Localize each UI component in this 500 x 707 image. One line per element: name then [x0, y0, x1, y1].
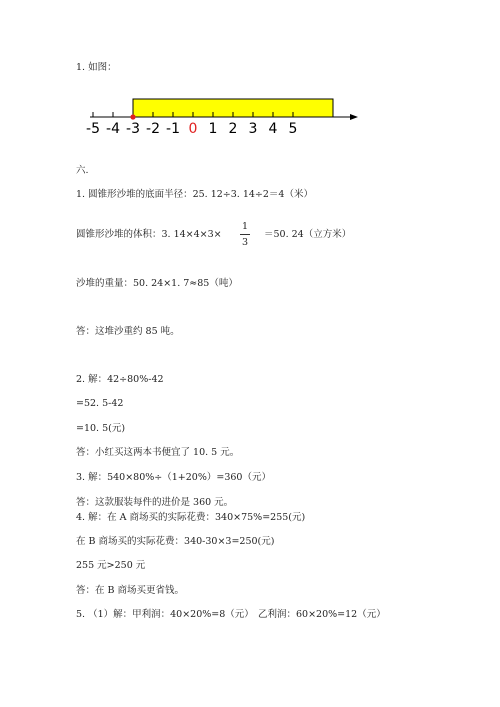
fraction-bar — [240, 234, 250, 235]
number-line-tick-label: 4 — [268, 121, 278, 137]
number-line-tick-label: 2 — [228, 121, 238, 137]
q2-step-1: 2. 解：42÷80%-42 — [76, 374, 164, 385]
number-line-tick-label: 3 — [248, 121, 258, 137]
number-line-tick-label: -4 — [106, 121, 120, 137]
q1-radius-line: 1. 圆锥形沙堆的底面半径：25. 12÷3. 14÷2＝4（米） — [76, 189, 313, 200]
number-line-arrow — [350, 114, 358, 120]
q3-answer-line: 答：这款服装每件的进价是 360 元。 — [76, 497, 234, 508]
q1-answer-line: 答：这堆沙重约 85 吨。 — [76, 326, 180, 337]
number-line-tick-label: -1 — [166, 121, 180, 137]
number-line-tick-label: -2 — [146, 121, 160, 137]
q3-step-1: 3. 解：540×80%÷（1+20%）=360（元） — [76, 472, 271, 483]
q5-profit-a: 5. （1）解：甲利润：40×20%=8（元） — [76, 609, 254, 620]
q4-step-2: 在 B 商场买的实际花费：340-30×3=250(元) — [76, 536, 275, 547]
number-line-tick-label: 5 — [288, 121, 298, 137]
q4-step-1: 4. 解：在 A 商场买的实际花费：340×75%=255(元) — [76, 512, 306, 523]
number-line-figure — [0, 0, 500, 150]
fraction-denominator: 3 — [242, 237, 249, 248]
q4-comparison: 255 元>250 元 — [76, 560, 146, 571]
q2-step-2: =52. 5-42 — [76, 398, 124, 409]
q4-answer-line: 答：在 B 商场买更省钱。 — [76, 585, 185, 596]
section-6-heading: 六. — [76, 165, 89, 176]
q2-answer-line: 答：小红买这两本书便宜了 10. 5 元。 — [76, 447, 240, 458]
q1-volume-line-start: 圆锥形沙堆的体积：3. 14×4×3× — [76, 229, 222, 240]
q1-volume-line-end: ＝50. 24（立方米） — [264, 229, 352, 240]
question-1-label: 1. 如图： — [76, 62, 117, 73]
number-line-start-point — [130, 114, 135, 119]
number-line-tick-label: 0 — [188, 121, 198, 137]
fraction-numerator: 1 — [242, 221, 249, 232]
number-line-tick-label: 1 — [208, 121, 218, 137]
number-line-tick-label: -5 — [86, 121, 100, 137]
number-line-tick-label: -3 — [126, 121, 140, 137]
q1-weight-line: 沙堆的重量：50. 24×1. 7≈85（吨） — [76, 278, 238, 289]
number-line-tick-labels — [86, 121, 297, 137]
q5-profit-b: 乙利润：60×20%=12（元） — [258, 609, 386, 620]
q2-step-3: =10. 5(元) — [76, 423, 126, 434]
